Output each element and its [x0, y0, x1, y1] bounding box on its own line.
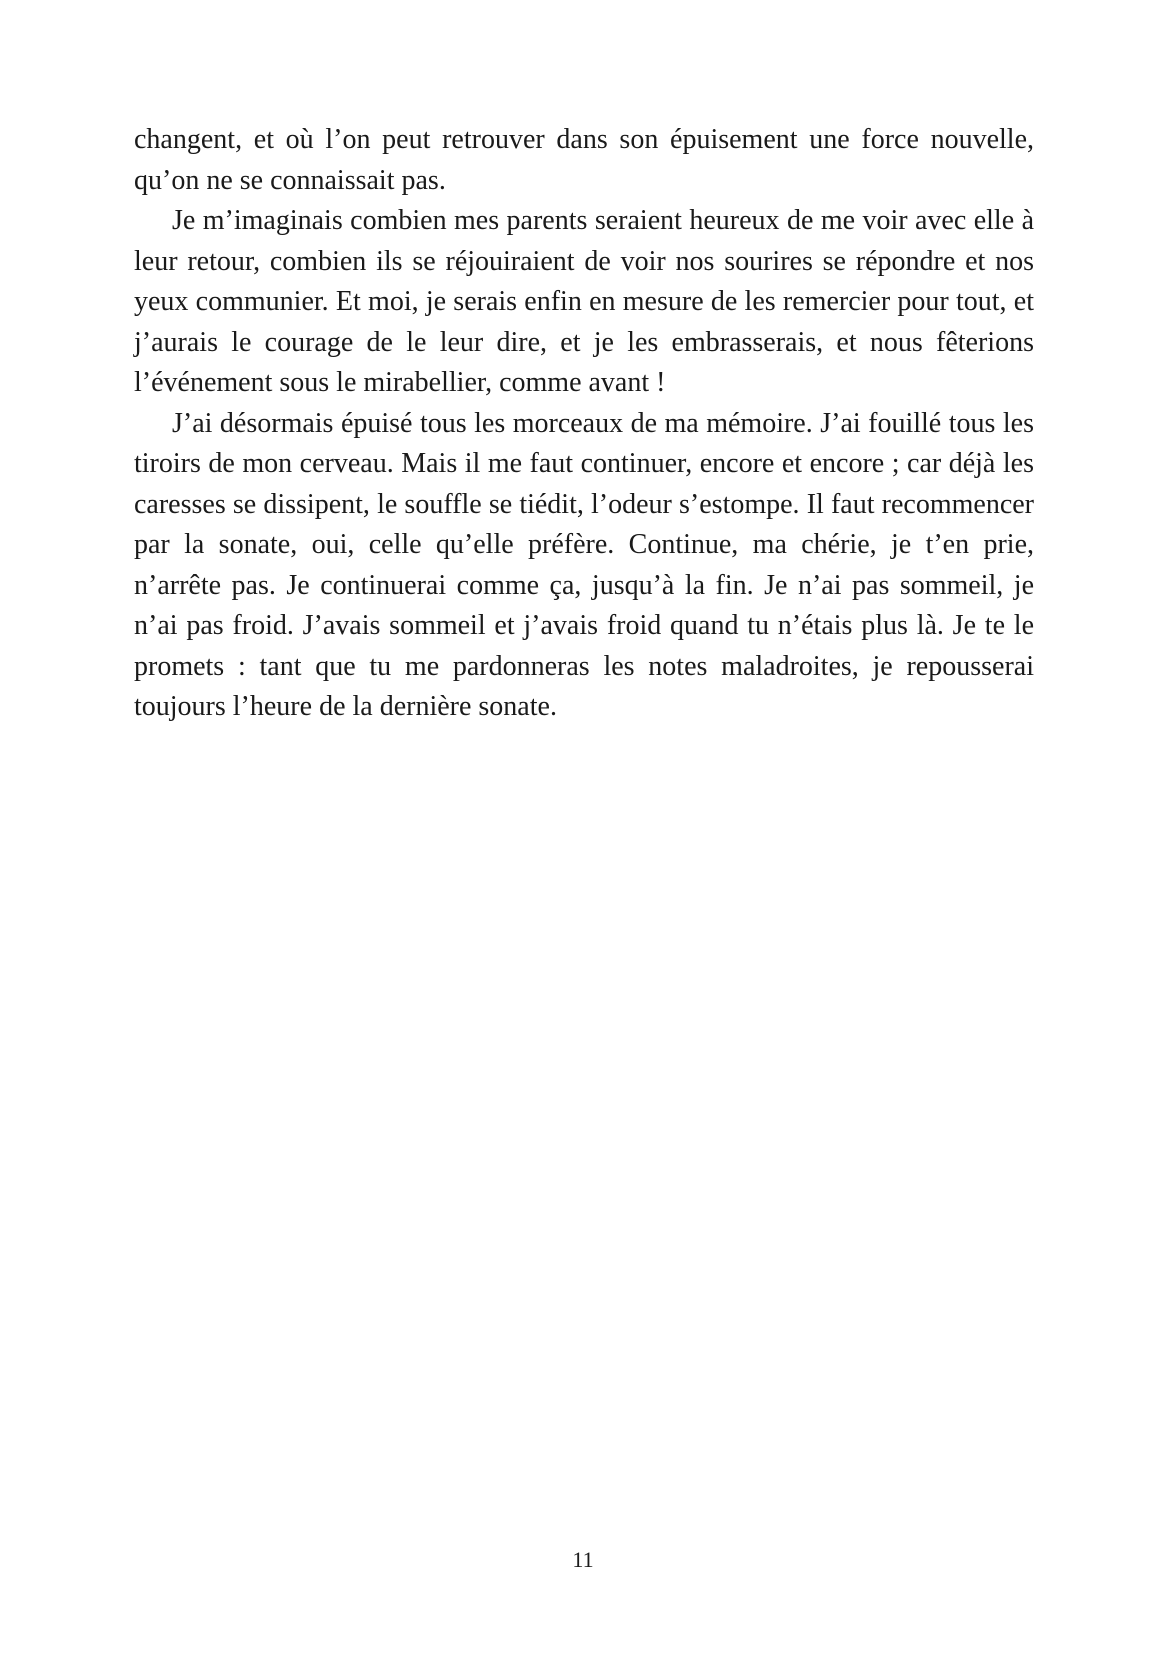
paragraph-parents: Je m’imaginais combien mes parents seraient heureux de me voir avec elle à leur retour, combien ils se réjouiraient de voir nos sourires se répondre et nos yeux communier. Et moi, je serais enfin en mesure de les remercier pour tout, et j’aurais le courage de le leur dire, et je les embrasserais, et nous fêterions l’événement sous le mirabellier, comme avant ! — [134, 205, 1034, 398]
paragraph-continuation: changent, et où l’on peut retrouver dans son épuisement une force nouvelle, qu’on ne se connaissait pas. — [134, 124, 1034, 196]
page-number: 11 — [572, 1547, 594, 1572]
paragraph-memory: J’ai désormais épuisé tous les morceaux de ma mémoire. J’ai fouillé tous les tiroirs de mon cerveau. Mais il me faut continuer, encore et encore ; car déjà les caresses se dissipent, le souffle se tiédit, l’odeur s’estompe. Il faut recommencer par la sonate, oui, celle qu’elle préfère. Continue, ma chérie, je t’en prie, n’arrête pas. Je continuerai comme ça, jusqu’à la fin. Je n’ai pas sommeil, je n’ai pas froid. J’avais sommeil et j’avais froid quand tu n’étais plus là. Je te le promets : tant que tu me pardonneras les notes maladroites, je repousserai toujours l’heure de la dernière sonate. — [134, 407, 1034, 722]
body-text — [134, 120, 1034, 728]
